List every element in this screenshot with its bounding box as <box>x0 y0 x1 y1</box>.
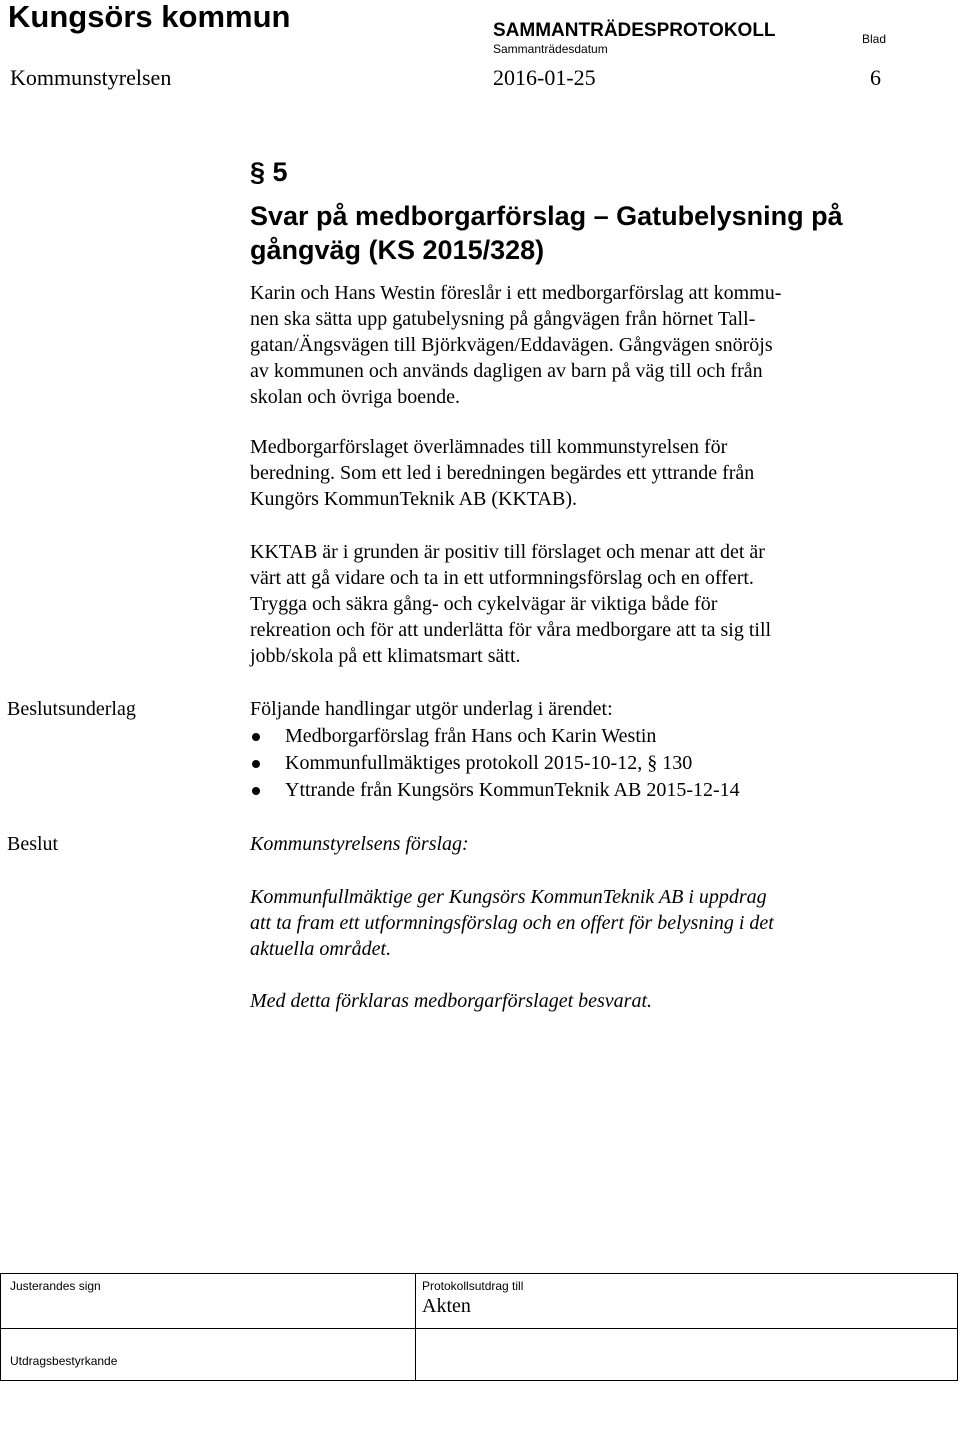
bullet-icon <box>252 787 260 795</box>
adjuster-signature-label: Justerandes sign <box>10 1279 101 1293</box>
text-line: jobb/skola på ett klimatsmart sätt. <box>250 645 521 667</box>
basis-label: Beslutsunderlag <box>7 698 136 720</box>
paragraph-statement <box>250 539 900 669</box>
text-line: värt att gå vidare och ta in ett utformningsförslag och en offert. <box>250 567 754 589</box>
list-item <box>250 723 740 750</box>
footer-column-divider <box>415 1274 416 1380</box>
section-number: § 5 <box>250 157 288 187</box>
list-item <box>250 750 740 777</box>
text-line: skolan och övriga boende. <box>250 386 460 408</box>
text-line: gatan/Ängsvägen till Björkvägen/Eddavägen. Gångvägen snöröjs <box>250 334 773 356</box>
section-title: Svar på medborgarförslag – Gatubelysning på gångväg (KS 2015/328) <box>250 201 843 265</box>
page-caption: Blad <box>862 32 887 46</box>
list-item <box>250 777 740 804</box>
meeting-date: 2016-01-25 <box>493 65 596 90</box>
page-number: 6 <box>870 65 881 90</box>
proposal-heading: Kommunstyrelsens förslag: <box>250 833 469 855</box>
excerpt-to-label: Protokollsutdrag till <box>422 1279 524 1293</box>
document-title: Kommunfullmäktiges protokoll 2015-10-12, § 130 <box>285 752 693 774</box>
text-line: nen ska sätta upp gatubelysning på gångvägen från hörnet Tall- <box>250 308 756 330</box>
text-line: av kommunen och används dagligen av barn på väg till och från <box>250 360 763 382</box>
decision-label: Beslut <box>7 833 59 855</box>
paragraph-background <box>250 280 900 410</box>
closing-statement: Med detta förklaras medborgarförslaget besvarat. <box>250 990 653 1012</box>
basis-intro: Följande handlingar utgör underlag i ärendet: <box>250 698 613 720</box>
bullet-icon <box>252 733 260 741</box>
text-line: Kungörs KommunTeknik AB (KKTAB). <box>250 488 577 510</box>
basis-document-list <box>250 723 740 804</box>
text-line: aktuella området. <box>250 938 392 960</box>
meeting-date-caption: Sammanträdesdatum <box>493 42 608 56</box>
decision-text <box>250 884 774 962</box>
text-line: Karin och Hans Westin föreslår i ett medborgarförslag att kommu- <box>250 282 782 304</box>
excerpt-to-value: Akten <box>422 1295 471 1317</box>
certifier-label: Utdragsbestyrkande <box>10 1354 118 1368</box>
text-line: Kommunfullmäktige ger Kungsörs KommunTeknik AB i uppdrag <box>250 886 767 908</box>
committee-name: Kommunstyrelsen <box>10 65 172 90</box>
text-line: beredning. Som ett led i beredningen begärdes ett yttrande från <box>250 462 755 484</box>
text-line: att ta fram ett utformningsförslag och en offert för belysning i det <box>250 912 774 934</box>
document-title: Yttrande från Kungsörs KommunTeknik AB 2015-12-14 <box>285 779 740 801</box>
paragraph-referral <box>250 434 900 512</box>
bullet-icon <box>252 760 260 768</box>
text-line: Medborgarförslaget överlämnades till kommunstyrelsen för <box>250 436 728 458</box>
signature-footer <box>0 1273 958 1381</box>
document-type: SAMMANTRÄDESPROTOKOLL <box>493 20 776 41</box>
footer-row-divider <box>1 1328 957 1329</box>
text-line: rekreation och för att underlätta för våra medborgare att ta sig till <box>250 619 772 641</box>
text-line: Trygga och säkra gång- och cykelvägar är viktiga både för <box>250 593 718 615</box>
municipality-name: Kungsörs kommun <box>8 0 291 34</box>
text-line: KKTAB är i grunden är positiv till förslaget och menar att det är <box>250 541 765 563</box>
document-title: Medborgarförslag från Hans och Karin Westin <box>285 725 657 747</box>
